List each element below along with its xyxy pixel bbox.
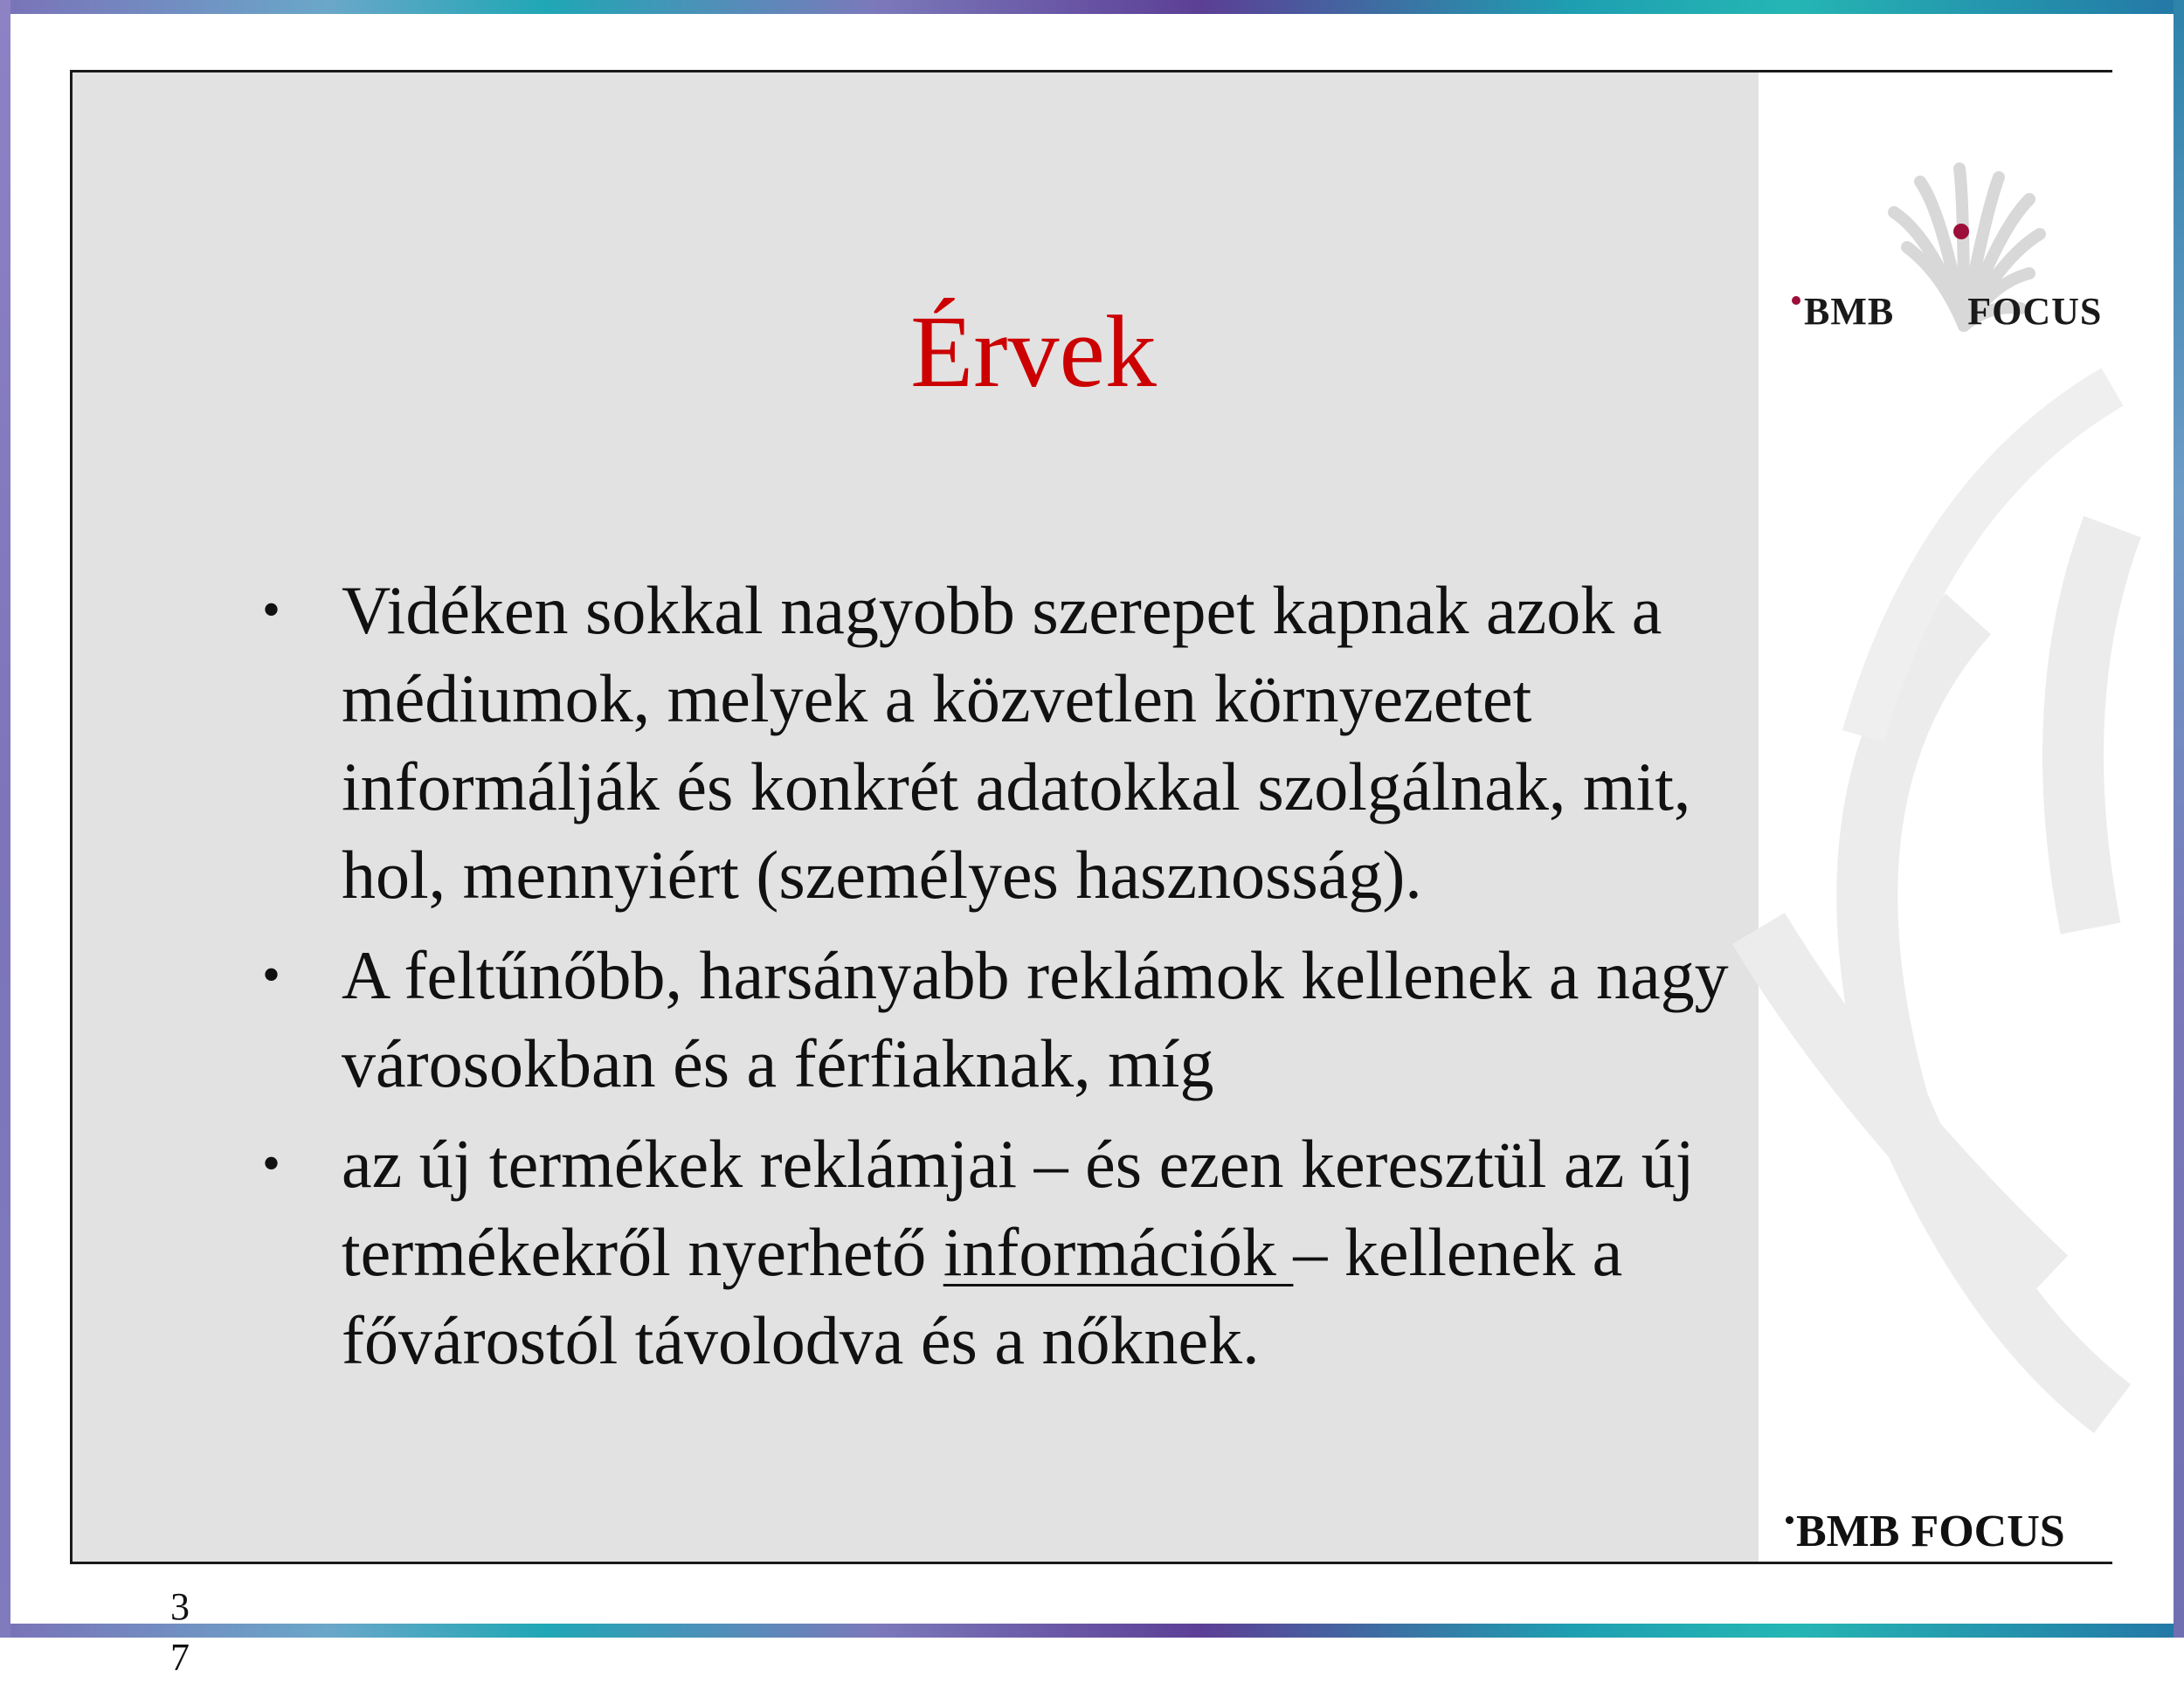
frame-right-border [2174, 0, 2184, 1638]
bullet-text: Vidéken sokkal nagyobb szerepet kapnak azok a médiumok, melyek a közvetlen környezetet informálják és konkrét adatokkal szolgálnak, mit, hol, mennyiért (személyes hasznosság). [342, 572, 1691, 913]
logo-wordmark-text: BMB FOCUS [1804, 290, 2103, 333]
bullet-text-start: az új termékek reklámjai – és ezen keresztül az új termékekről nyerhető [342, 1126, 1695, 1290]
footer-brand [1786, 1506, 2065, 1557]
bullet-icon: • [262, 1135, 281, 1192]
bullet-item [252, 566, 1807, 919]
logo-wordmark [1792, 289, 2102, 334]
frame-top-border [0, 0, 2184, 14]
page-number [170, 1582, 197, 1683]
page-number-digit-2: 7 [170, 1636, 190, 1679]
page-number-digit-1: 3 [170, 1585, 190, 1628]
bullet-text: A feltűnőbb, harsányabb reklámok kellenek a nagy városokban és a férfiaknak, míg [342, 937, 1729, 1101]
frame-bottom-border [0, 1624, 2184, 1638]
bullet-icon: • [262, 581, 281, 638]
footer-dot-icon [1786, 1516, 1794, 1524]
logo-dot-icon [1792, 296, 1800, 305]
underlined-text: információk [943, 1214, 1294, 1290]
bullet-item [252, 1120, 1807, 1384]
footer-brand-text: BMB FOCUS [1796, 1507, 2065, 1556]
bullet-list [252, 566, 1807, 1397]
logo-panel [1759, 72, 2112, 1562]
slide-title: Érvek [910, 294, 1157, 409]
slide [70, 70, 2112, 1679]
frame-left-border [0, 0, 10, 1638]
bullet-icon: • [262, 946, 281, 1004]
bullet-text-end: – kellenek a fővárostól távolodva és a nőknek. [342, 1214, 1623, 1378]
bullet-item [252, 931, 1807, 1107]
